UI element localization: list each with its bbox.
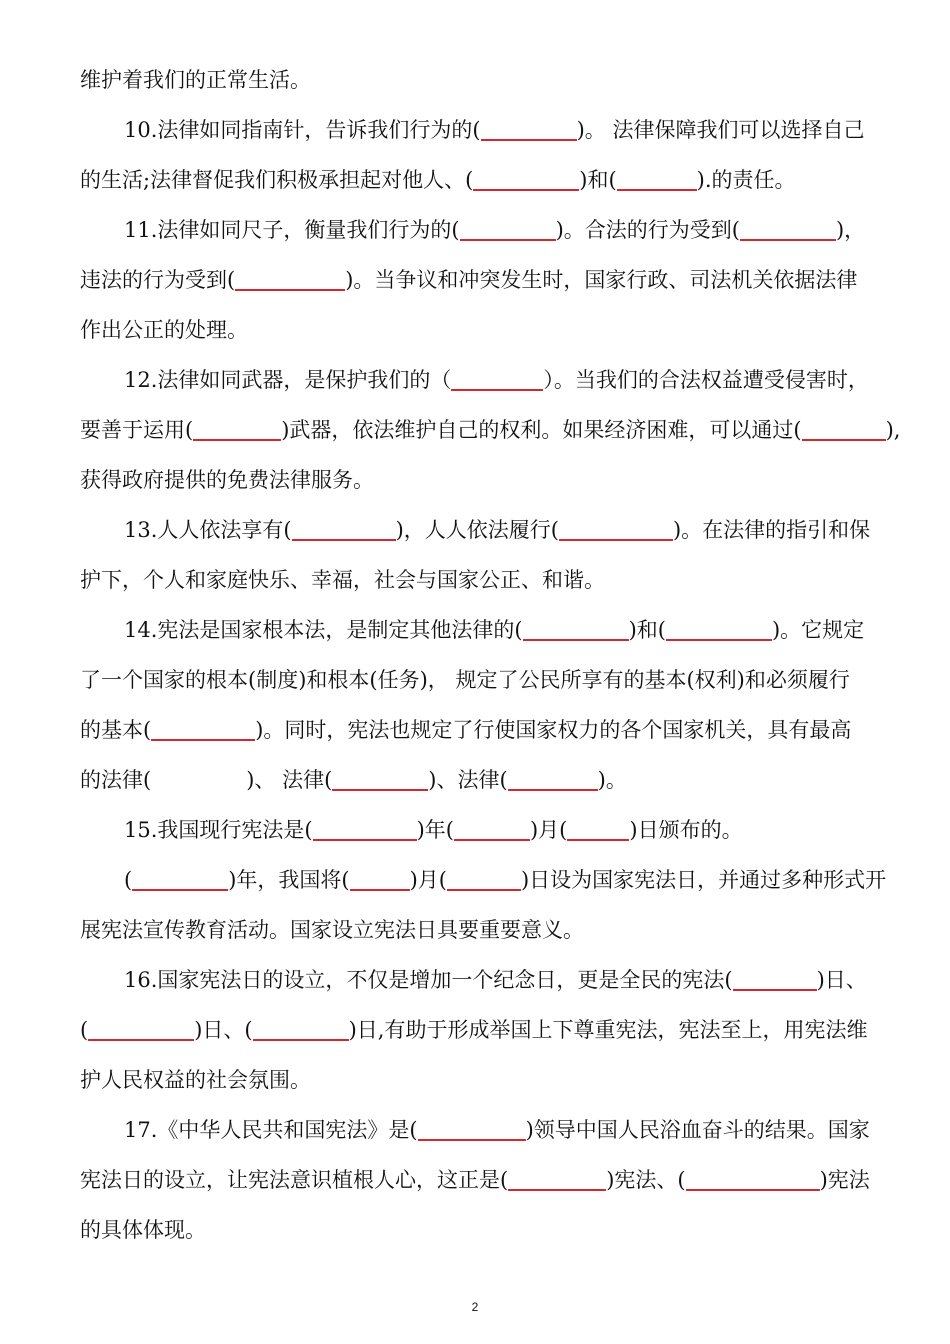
answer-blank[interactable]: [253, 1015, 349, 1041]
answer-blank[interactable]: [686, 1165, 820, 1191]
page-number: 2: [471, 1300, 479, 1314]
text-segment: )日颁布的。: [629, 818, 743, 842]
text-segment: )、法律(: [428, 768, 508, 792]
text-segment: )武器，依法维护自己的权利。如果经济困难，可以通过(: [281, 418, 802, 442]
answer-blank[interactable]: [447, 865, 521, 891]
text-segment: 的法律(: [80, 768, 152, 792]
text-segment: 的具体体现。: [80, 1218, 206, 1242]
text-line: [80, 160, 796, 200]
text-line: [80, 910, 584, 950]
answer-blank[interactable]: [132, 865, 228, 891]
text-line: [124, 360, 869, 400]
answer-blank[interactable]: [350, 865, 410, 891]
text-segment: )宪法: [819, 1168, 870, 1192]
text-segment: 17.《中华人民共和国宪法》是(: [124, 1118, 418, 1142]
text-segment: 护下，个人和家庭快乐、幸福，社会与国家公正、和谐。: [80, 568, 605, 592]
text-segment: 14.宪法是国家根本法，是制定其他法律的(: [124, 618, 523, 642]
text-segment: )，: [835, 218, 866, 242]
answer-blank[interactable]: [332, 765, 428, 791]
text-segment: )月(: [409, 868, 447, 892]
text-line: [124, 610, 864, 650]
answer-blank[interactable]: [666, 615, 772, 641]
text-segment: (: [80, 1018, 89, 1042]
answer-blank[interactable]: [454, 815, 530, 841]
text-line: [80, 310, 248, 350]
text-segment: )日、(: [194, 1018, 253, 1042]
text-line: [124, 860, 886, 900]
text-line: [80, 60, 311, 100]
text-line: [124, 210, 865, 250]
answer-blank[interactable]: [460, 215, 556, 241]
text-line: [124, 110, 864, 150]
text-line: [124, 960, 867, 1000]
text-line: [80, 260, 857, 300]
text-line: [80, 760, 627, 800]
answer-blank[interactable]: [193, 415, 281, 441]
text-segment: 宪法日的设立，让宪法意识植根人心，这正是(: [80, 1168, 509, 1192]
text-line: [80, 660, 850, 700]
text-segment: 的生活;法律督促我们积极承担起对他人、(: [80, 168, 474, 192]
text-line: [80, 1210, 206, 1250]
answer-blank[interactable]: [292, 515, 396, 541]
text-segment: )。它规定: [771, 618, 865, 642]
answer-blank[interactable]: [508, 1165, 606, 1191]
text-line: [80, 410, 900, 450]
text-segment: )年(: [416, 818, 454, 842]
text-segment: 违法的行为受到(: [80, 268, 236, 292]
text-segment: 10.法律如同指南针，告诉我们行为的(: [124, 118, 481, 142]
answer-blank[interactable]: [802, 415, 886, 441]
text-segment: 作出公正的处理。: [80, 318, 248, 342]
text-segment: )领导中国人民浴血奋斗的结果。国家: [525, 1118, 870, 1142]
text-segment: 13.人人依法享有(: [124, 518, 292, 542]
text-segment: )日设为国家宪法日，并通过多种形式开: [520, 868, 887, 892]
text-segment: 展宪法宣传教育活动。国家设立宪法日具要重要意义。: [80, 918, 584, 942]
text-line: [80, 1160, 870, 1200]
text-line: [124, 1110, 870, 1150]
text-segment: )。在法律的指引和保: [672, 518, 871, 542]
text-segment: )和(: [579, 168, 617, 192]
answer-blank[interactable]: [567, 815, 629, 841]
text-segment: ),: [885, 418, 901, 442]
text-segment: )。合法的行为受到(: [555, 218, 740, 242]
text-line: [124, 510, 870, 550]
text-segment: 16.国家宪法日的设立，不仅是增加一个纪念日，更是全民的宪法(: [124, 968, 733, 992]
text-segment: 护人民权益的社会氛围。: [80, 1068, 311, 1092]
text-segment: ).的责任。: [696, 168, 796, 192]
answer-blank[interactable]: [508, 765, 598, 791]
text-segment: )和(: [628, 618, 666, 642]
answer-blank[interactable]: [617, 165, 697, 191]
text-segment: )。 法律保障我们可以选择自己: [576, 118, 865, 142]
text-segment: )日,有助于形成举国上下尊重宪法，宪法至上，用宪法维: [348, 1018, 868, 1042]
answer-blank[interactable]: [473, 165, 579, 191]
text-line: [80, 710, 851, 750]
text-segment: )宪法、(: [606, 1168, 686, 1192]
text-segment: (: [124, 868, 133, 892]
answer-blank[interactable]: [740, 215, 836, 241]
text-segment: ）。当我们的合法权益遭受侵害时，: [543, 368, 869, 392]
text-segment: 的基本(: [80, 718, 152, 742]
text-segment: )。同时，宪法也规定了行使国家权力的各个国家机关，具有最高: [255, 718, 852, 742]
answer-blank[interactable]: [88, 1015, 194, 1041]
answer-blank[interactable]: [559, 515, 673, 541]
text-segment: )月(: [529, 818, 568, 842]
answer-blank[interactable]: [451, 365, 543, 391]
answer-blank[interactable]: [151, 715, 255, 741]
text-segment: )日、: [816, 968, 867, 992]
text-segment: )、 法律(: [246, 768, 333, 792]
text-segment: 15.我国现行宪法是(: [124, 818, 313, 842]
text-segment: )，人人依法履行(: [395, 518, 559, 542]
answer-blank[interactable]: [235, 265, 345, 291]
text-line: [80, 1060, 311, 1100]
text-segment: )年，我国将(: [228, 868, 350, 892]
answer-blank[interactable]: [418, 1115, 526, 1141]
text-segment: 获得政府提供的免费法律服务。: [80, 468, 374, 492]
answer-blank[interactable]: [481, 115, 577, 141]
answer-blank[interactable]: [733, 965, 817, 991]
text-segment: )。: [597, 768, 627, 792]
text-segment: 要善于运用(: [80, 418, 194, 442]
text-line: [80, 460, 374, 500]
answer-blank[interactable]: [523, 615, 629, 641]
text-segment: 12.法律如同武器，是保护我们的（: [124, 368, 452, 392]
text-segment: 了一个国家的根本(制度)和根本(任务)， 规定了公民所享有的基本(权利)和必须履行: [80, 668, 850, 692]
answer-blank[interactable]: [151, 767, 246, 791]
text-segment: 11.法律如同尺子，衡量我们行为的(: [124, 218, 460, 242]
text-segment: )。当争议和冲突发生时，国家行政、司法机关依据法律: [345, 268, 858, 292]
text-line: [80, 1010, 867, 1050]
text-segment: 维护着我们的正常生活。: [80, 68, 311, 92]
answer-blank[interactable]: [313, 815, 417, 841]
text-line: [124, 810, 743, 850]
text-line: [80, 560, 605, 600]
